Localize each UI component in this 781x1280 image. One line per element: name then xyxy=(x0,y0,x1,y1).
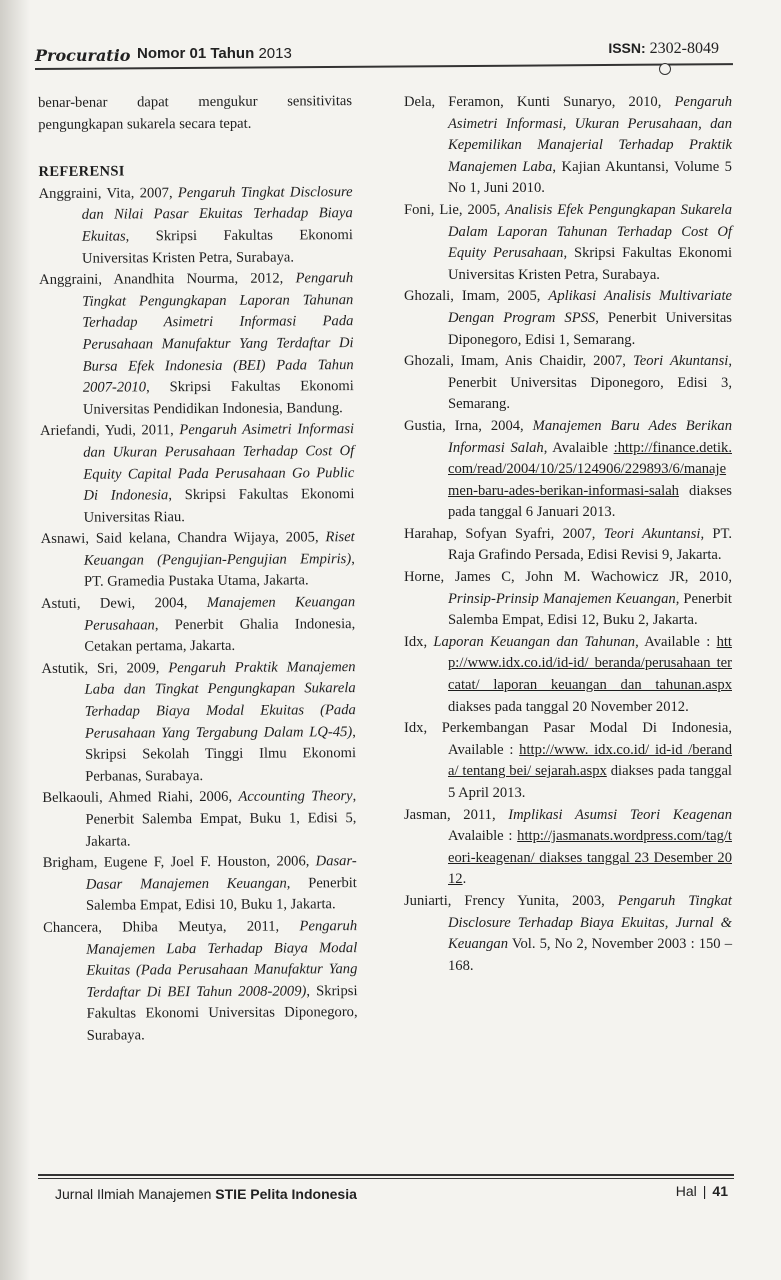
footer-rule-bottom xyxy=(38,1178,734,1179)
reference-publisher: , PT. Raja Grafindo Persada, Edisi Revisi 9, Jakarta. xyxy=(448,525,732,564)
reference-entry xyxy=(404,200,732,286)
reference-entry xyxy=(39,268,354,421)
issue-number: 01 xyxy=(189,45,207,62)
reference-publisher: Avalaible : xyxy=(448,828,518,845)
reference-publisher: , Kajian Akuntansi, Volume 5 No 1, Juni 2010. xyxy=(448,158,732,197)
reference-entry xyxy=(404,567,732,632)
left-column xyxy=(38,91,358,1047)
footer-rule-top xyxy=(38,1174,734,1176)
page-separator: | xyxy=(702,1183,707,1199)
reference-authors: Dela, Feramon, Kunti Sunaryo, 2010, xyxy=(404,94,675,110)
reference-title: Riset Keuangan (Pengujian-Pengujian Empiris) xyxy=(83,529,355,569)
reference-access-note: diakses pada tanggal 20 November 2012. xyxy=(448,698,689,715)
year: 2013 xyxy=(258,45,292,62)
reference-publisher: , Skripsi Sekolah Tinggi Ilmu Ekonomi Perbanas, Surabaya. xyxy=(84,723,357,785)
reference-publisher: , Skripsi Fakultas Ekonomi Universitas Pendidikan Indonesia, Bandung. xyxy=(82,378,354,418)
reference-title: Aplikasi Analisis Multivariate Dengan Program SPSS xyxy=(448,288,732,326)
references-heading: REFERENSI xyxy=(38,163,125,181)
reference-authors: Chancera, Dhiba Meutya, 2011, xyxy=(43,918,300,936)
reference-title: Pengaruh Praktik Manajemen Laba dan Tingkat Pengungkapan Sukarela Terhadap Biaya Modal Ekuitas (Pada Perusahaan Yang Tergabung Dalam LQ-45) xyxy=(84,658,356,742)
reference-entry xyxy=(41,527,355,594)
reference-title: Pengaruh Tingkat Disclosure Terhadap Biaya Ekuitas, Jurnal & Keuangan xyxy=(448,892,732,953)
reference-title: Pengaruh Tingkat Pengungkapan Laporan Tahunan Terhadap Asimetri Informasi Pada Perusahaan Manufaktur Yang Terdaftar Di Bursa Efek Indonesia (BEI) Pada Tahun 2007-2010 xyxy=(82,270,354,396)
reference-title: Analisis Efek Pengungkapan Sukarela Dalam Laporan Tahunan Terhadap Cost Of Equity Perusahaan xyxy=(448,201,733,262)
reference-publisher: , PT. Gramedia Pustaka Utama, Jakarta. xyxy=(83,550,355,591)
right-column xyxy=(404,92,732,977)
reference-authors: Ariefandi, Yudi, 2011, xyxy=(40,422,180,440)
reference-title: Pengaruh Tingkat Disclosure dan Nilai Pasar Ekuitas Terhadap Biaya Ekuitas xyxy=(81,183,353,245)
reference-authors: Asnawi, Said kelana, Chandra Wijaya, 2005, xyxy=(40,529,326,548)
reference-entry xyxy=(39,182,354,270)
reference-entry xyxy=(40,419,355,529)
reference-entry xyxy=(404,805,732,891)
reference-entry xyxy=(404,718,732,804)
reference-authors: Astutik, Sri, 2009, xyxy=(41,660,169,677)
reference-publisher: Vol. 5, No 2, November 2003 : 150 – 168. xyxy=(448,936,732,974)
reference-authors: Gustia, Irna, 2004, xyxy=(404,417,533,434)
issn-value: 2302-8049 xyxy=(649,40,719,57)
reference-publisher: , Penerbit Salemba Empat, Edisi 10, Buku 1, Jakarta. xyxy=(85,874,357,915)
page-label: Hal xyxy=(675,1183,697,1199)
reference-authors: Anggraini, Anandhita Nourma, 2012, xyxy=(39,270,296,289)
reference-access-note: diakses pada tanggal 5 April 2013. xyxy=(448,763,732,801)
reference-authors: Ghozali, Imam, 2005, xyxy=(404,288,549,305)
reference-authors: Harahap, Sofyan Syafri, 2007, xyxy=(404,525,604,542)
intro-paragraph: benar-benar dapat mengukur sensitivitas pengungkapan sukarela secara tepat. xyxy=(38,93,353,133)
reference-publisher: , Penerbit Ghalia Indonesia, Cetakan pertama, Jakarta. xyxy=(84,615,356,655)
right-reference-list xyxy=(404,92,732,977)
footer-page xyxy=(676,1183,728,1199)
footer-journal xyxy=(55,1186,357,1202)
reference-entry xyxy=(41,657,356,788)
page-gutter-shadow xyxy=(0,0,30,1280)
reference-title: Accounting Theory xyxy=(238,788,353,806)
page-header xyxy=(0,0,781,90)
reference-authors: Belkaouli, Ahmed Riahi, 2006, xyxy=(42,789,239,807)
reference-url[interactable]: :http://finance.detik.com/read/2004/10/25/124906/229893/6/manajemen-baru-ades-berikan-informasi-salah xyxy=(448,439,732,499)
reference-url[interactable]: http://www. idx.co.id/ id-id /beranda/ tentang bei/ sejarah.aspx xyxy=(448,741,733,780)
reference-url[interactable]: http://jasmanats.wordpress.com/tag/teori-keagenan/ diakses tanggal 23 Desember 2012 xyxy=(448,828,732,888)
reference-title: Manajemen Keuangan Perusahaan xyxy=(84,594,356,634)
reference-access-note: diakses pada tanggal 6 Januari 2013. xyxy=(448,482,732,521)
reference-publisher: , Penerbit Universitas Diponegoro, Edisi 3, Semarang. xyxy=(448,353,732,413)
reference-entry xyxy=(42,786,356,853)
reference-entry xyxy=(404,632,732,718)
reference-url[interactable]: http://www.idx.co.id/id-id/ beranda/perusahaan tercatat/ laporan keuangan dan tahunan.aspx xyxy=(448,633,732,694)
reference-entry xyxy=(43,851,357,918)
reference-title: Manajemen Baru Ades Berikan Informasi Salah xyxy=(448,417,732,456)
reference-authors: Astuti, Dewi, 2004, xyxy=(41,595,207,613)
reference-entry xyxy=(404,92,732,200)
reference-authors: Idx, xyxy=(404,633,434,650)
reference-publisher: , Skripsi Fakultas Ekonomi Universitas Kristen Petra, Surabaya. xyxy=(448,245,732,283)
reference-entry xyxy=(404,524,732,567)
reference-title: Implikasi Asumsi Teori Keagenan xyxy=(508,806,733,823)
reference-entry xyxy=(404,416,732,524)
reference-authors: Ghozali, Imam, Anis Chaidir, 2007, xyxy=(404,353,633,370)
reference-title: Dasar-Dasar Manajemen Keuangan xyxy=(85,853,357,893)
reference-title: Pengaruh Asimetri Informasi, Ukuran Perusahaan, dan Kepemilikan Manajerial Terhadap Praktik Manajemen Laba xyxy=(448,94,732,175)
issue-info xyxy=(137,45,292,62)
left-reference-list xyxy=(39,182,358,1048)
footer-institution: STIE Pelita Indonesia xyxy=(215,1186,357,1202)
header-rule xyxy=(35,63,733,69)
reference-title: Prinsip-Prinsip Manajemen Keuangan xyxy=(448,590,676,607)
reference-authors: Juniarti, Frency Yunita, 2003, xyxy=(404,892,618,909)
header-rule-ornament xyxy=(659,63,671,75)
reference-publisher: , Penerbit Salemba Empat, Edisi 12, Buku 2, Jakarta. xyxy=(448,590,732,629)
issue-label: Nomor xyxy=(137,45,186,62)
reference-publisher: , Available : xyxy=(635,633,717,650)
reference-publisher: , Penerbit Universitas Diponegoro, Edisi 1, Semarang. xyxy=(448,309,732,348)
reference-title: Teori Akuntansi xyxy=(603,525,701,542)
reference-entry xyxy=(41,592,355,659)
reference-entry xyxy=(43,916,358,1047)
reference-authors: Foni, Lie, 2005, xyxy=(404,201,506,218)
reference-publisher: , Penerbit Salemba Empat, Buku 1, Edisi 5, Jakarta. xyxy=(85,788,357,850)
reference-entry xyxy=(404,286,732,351)
reference-publisher: , Avalaible xyxy=(543,439,614,456)
reference-authors: Brigham, Eugene F, Joel F. Houston, 2006, xyxy=(42,853,316,872)
reference-authors: Horne, James C, John M. Wachowicz JR, 2010, xyxy=(404,569,732,586)
reference-title: Pengaruh Asimetri Informasi dan Ukuran Perusahaan Terhadap Cost Of Equity Capital Pada Perusahaan Go Public Di Indonesia xyxy=(83,421,355,504)
reference-entry xyxy=(404,891,732,977)
reference-publisher: , Skripsi Fakultas Ekonomi Universitas Diponegoro, Surabaya. xyxy=(86,982,358,1044)
reference-publisher: , Skripsi Fakultas Ekonomi Universitas Riau. xyxy=(83,486,355,526)
page-number: 41 xyxy=(712,1183,728,1199)
reference-title: Pengaruh Manajemen Laba Terhadap Biaya Modal Ekuitas (Pada Perusahaan Manufaktur Yang Terdaftar Di BEI Tahun 2008-2009) xyxy=(86,918,358,1001)
year-label: Tahun xyxy=(210,45,255,62)
reference-authors: Jasman, 2011, xyxy=(404,806,509,823)
reference-access-note: . xyxy=(462,871,467,888)
reference-entry xyxy=(404,351,732,416)
reference-authors: Idx, Perkembangan Pasar Modal Di Indonesia, Available : xyxy=(404,720,732,758)
footer-journal-name: Jurnal Ilmiah Manajemen xyxy=(55,1186,212,1202)
journal-logo: Procuratio xyxy=(35,46,131,65)
reference-authors: Anggraini, Vita, 2007, xyxy=(38,184,178,202)
issn-label: ISSN: xyxy=(608,40,646,56)
reference-title: Teori Akuntansi xyxy=(632,353,729,370)
reference-title: Laporan Keuangan dan Tahunan xyxy=(433,633,636,650)
reference-publisher: , Skripsi Fakultas Ekonomi Universitas Kristen Petra, Surabaya. xyxy=(81,227,353,267)
issn xyxy=(608,40,719,58)
